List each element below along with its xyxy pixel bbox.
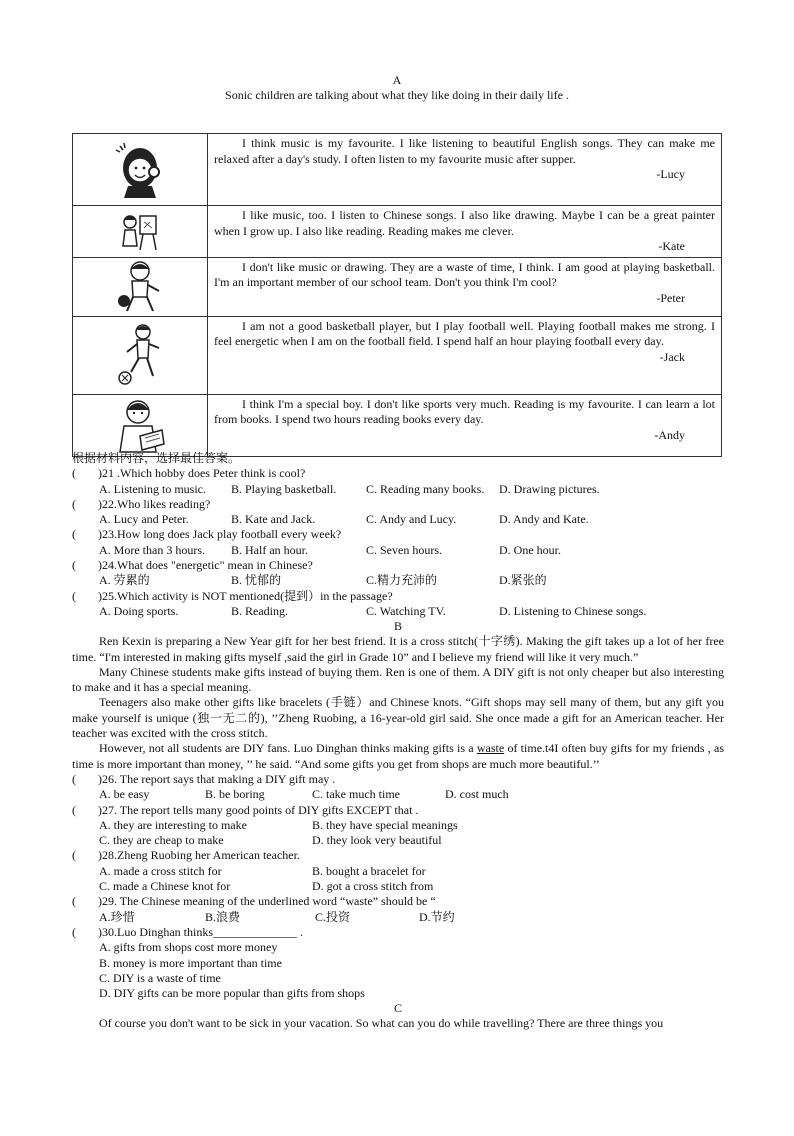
question-stem: )23.How long does Jack play football every week? <box>98 527 342 542</box>
option-a[interactable]: A. be easy <box>99 787 150 802</box>
question-stem: )27. The report tells many good points of DIY gifts EXCEPT that . <box>98 802 419 817</box>
option-a[interactable]: A. made a cross stitch for <box>99 863 222 878</box>
option-b[interactable]: B. Reading. <box>231 603 288 618</box>
boy-basketball-picture <box>73 257 208 316</box>
option-a[interactable]: A.珍惜 <box>99 909 135 924</box>
peter-name: -Peter <box>656 290 685 305</box>
paragraph-4-end: of time.t4I often buy gifts for my friends , as time is more important than money, ’’ he said. “And some gifts you get from shops are much more beautiful.’’ <box>72 741 724 771</box>
option-c[interactable]: C. Seven hours. <box>366 542 442 557</box>
option-b[interactable]: B. money is more important than time <box>99 955 282 970</box>
option-a[interactable]: A. Listening to music. <box>99 481 206 496</box>
andy-text-cell <box>208 394 722 456</box>
section-b-letter: B <box>393 619 402 634</box>
lucy-text-cell <box>208 134 722 206</box>
answer-blank[interactable]: ( <box>72 466 76 481</box>
option-c[interactable]: C. DIY is a waste of time <box>99 970 221 985</box>
option-a[interactable]: A. More than 3 hours. <box>99 542 205 557</box>
girl-headphones-picture <box>73 134 208 206</box>
question-25 <box>72 589 724 620</box>
jack-text-cell <box>208 316 722 394</box>
table-row <box>73 394 722 456</box>
option-a[interactable]: A. they are interesting to make <box>99 817 247 832</box>
passage-b-paragraph-1: Ren Kexin is preparing a New Year gift for her best friend. It is a cross stitch(十字绣). Making the gift takes up a lot of her free time. “I'm interested in making gifts myself ,said the girl in Grade 10” and I believe my friend will like it very much.” <box>72 634 724 664</box>
answer-blank[interactable]: ( <box>72 527 76 542</box>
question-27 <box>72 803 724 849</box>
question-24 <box>72 558 724 589</box>
question-23 <box>72 527 724 558</box>
section-a-header <box>72 73 722 103</box>
question-26 <box>72 772 724 803</box>
question-stem: )21 .Which hobby does Peter think is cool? <box>98 466 306 481</box>
jack-name: -Jack <box>659 349 685 364</box>
lucy-text: I think music is my favourite. I like listening to beautiful English songs. They can make me relaxed after a day's study. I often listen to my favourite music after supper. <box>214 136 715 166</box>
question-stem: )22.Who likes reading? <box>98 496 211 511</box>
question-29 <box>72 894 724 925</box>
passage-c-text: Of course you don't want to be sick in your vacation. So what can you do while travelling? There are three things you <box>99 1016 664 1031</box>
option-b[interactable]: B. 忧郁的 <box>231 573 282 588</box>
option-c[interactable]: C.精力充沛的 <box>366 573 438 588</box>
paragraph-4-start: However, not all students are DIY fans. Luo Dinghan thinks making gifts is a <box>99 741 477 756</box>
answer-blank[interactable]: ( <box>72 558 76 573</box>
option-b[interactable]: B. Playing basketball. <box>231 481 337 496</box>
section-c-letter: C <box>393 1001 402 1016</box>
option-c[interactable]: C. Reading many books. <box>366 481 485 496</box>
kate-text-cell <box>208 206 722 258</box>
table-row <box>73 134 722 206</box>
table-row <box>73 257 722 316</box>
option-d[interactable]: D. they look very beautiful <box>312 833 442 848</box>
option-b[interactable]: B. Half an hour. <box>231 542 308 557</box>
question-stem: )30.Luo Dinghan thinks______________ . <box>98 924 303 939</box>
jack-text: I am not a good basketball player, but I play football well. Playing football makes me strong. I feel energetic when I am on the football field. I spend half an hour playing football every day. <box>214 318 715 348</box>
question-stem: )28.Zheng Ruobing her American teacher. <box>98 848 300 863</box>
option-b[interactable]: B. be boring <box>205 787 265 802</box>
option-c[interactable]: C. made a Chinese knot for <box>99 879 231 894</box>
passage-b-paragraph-4 <box>72 741 724 772</box>
question-stem: )29. The Chinese meaning of the underlined word “waste” should be “ <box>98 894 436 909</box>
option-d[interactable]: D. One hour. <box>499 542 561 557</box>
option-d[interactable]: D. cost much <box>445 787 509 802</box>
boy-football-picture <box>73 316 208 394</box>
kate-text: I like music, too. I listen to Chinese songs. I also like drawing. Maybe I can be a great painter when I grow up. I also like reading. Reading makes me clever. <box>214 208 715 238</box>
answer-blank[interactable]: ( <box>72 894 76 909</box>
option-d[interactable]: D. Listening to Chinese songs. <box>499 603 647 618</box>
option-a[interactable]: A. gifts from shops cost more money <box>99 940 278 955</box>
option-d[interactable]: D. DIY gifts can be more popular than gifts from shops <box>99 986 365 1001</box>
children-table <box>72 133 722 457</box>
option-a[interactable]: A. Lucy and Peter. <box>99 512 189 527</box>
section-a-questions <box>72 451 724 1032</box>
answer-blank[interactable]: ( <box>72 924 76 939</box>
girl-painting-picture <box>73 206 208 258</box>
option-b[interactable]: B. Kate and Jack. <box>231 512 316 527</box>
question-30 <box>72 925 724 1001</box>
option-a[interactable]: A. 劳累的 <box>99 573 150 588</box>
question-28 <box>72 848 724 894</box>
section-a-letter: A <box>392 73 402 87</box>
kate-name: -Kate <box>658 239 685 253</box>
answer-blank[interactable]: ( <box>72 848 76 863</box>
answer-blank[interactable]: ( <box>72 802 76 817</box>
answer-blank[interactable]: ( <box>72 771 76 786</box>
andy-name: -Andy <box>654 427 685 442</box>
table-row <box>73 316 722 394</box>
option-b[interactable]: B.浪费 <box>205 909 241 924</box>
option-b[interactable]: B. bought a bracelet for <box>312 863 426 878</box>
section-a-intro: Sonic children are talking about what they like doing in their daily life . <box>225 88 569 102</box>
option-c[interactable]: C. they are cheap to make <box>99 833 224 848</box>
answer-blank[interactable]: ( <box>72 496 76 511</box>
option-d[interactable]: D. got a cross stitch from <box>312 879 434 894</box>
option-c[interactable]: C. Andy and Lucy. <box>366 512 457 527</box>
option-c[interactable]: C. Watching TV. <box>366 603 446 618</box>
question-stem: )25.Which activity is NOT mentioned(提到）in the passage? <box>98 588 393 603</box>
answer-blank[interactable]: ( <box>72 588 76 603</box>
passage-b-paragraph-2: Many Chinese students make gifts instead of buying them. Ren is one of them. A DIY gift is not only cheaper but also interesting to make and it has a special meaning. <box>72 664 724 695</box>
andy-text: I think I'm a special boy. I don't like sports very much. Reading is my favourite. I can learn a lot from books. I spend two hours reading books every day. <box>214 396 715 426</box>
option-b[interactable]: B. they have special meanings <box>312 817 458 832</box>
option-d[interactable]: D. Andy and Kate. <box>499 512 589 527</box>
question-stem: )26. The report says that making a DIY gift may . <box>98 771 336 786</box>
option-a[interactable]: A. Doing sports. <box>99 603 179 618</box>
peter-text-cell <box>208 257 722 316</box>
option-d[interactable]: D.紧张的 <box>499 573 547 588</box>
instruction: 根据材料内容，选择最佳答案。 <box>72 451 241 465</box>
passage-b-paragraph-3: Teenagers also make other gifts like bracelets (手链）and Chinese knots. “Gift shops may sell many of them, but any gift you make yourself is unique (独一无二的), ’’Zheng Ruobing, a 16-year-old girl said. She once made a gift for an American teacher. Her teacher was excited with the cross stitch. <box>72 695 724 741</box>
lucy-name: -Lucy <box>656 167 685 181</box>
boy-reading-picture <box>73 394 208 456</box>
option-c[interactable]: C. take much time <box>312 787 400 802</box>
underlined-word-waste: waste <box>476 741 505 756</box>
question-22 <box>72 497 724 528</box>
question-stem: )24.What does "energetic" mean in Chinese? <box>98 558 313 573</box>
option-d[interactable]: D.节约 <box>419 909 455 924</box>
question-21 <box>72 466 724 497</box>
option-c[interactable]: C.投资 <box>315 909 351 924</box>
option-d[interactable]: D. Drawing pictures. <box>499 481 600 496</box>
peter-text: I don't like music or drawing. They are a waste of time, I think. I am good at playing basketball. I'm an important member of our school team. Don't you think I'm cool? <box>214 259 715 289</box>
table-row <box>73 206 722 258</box>
